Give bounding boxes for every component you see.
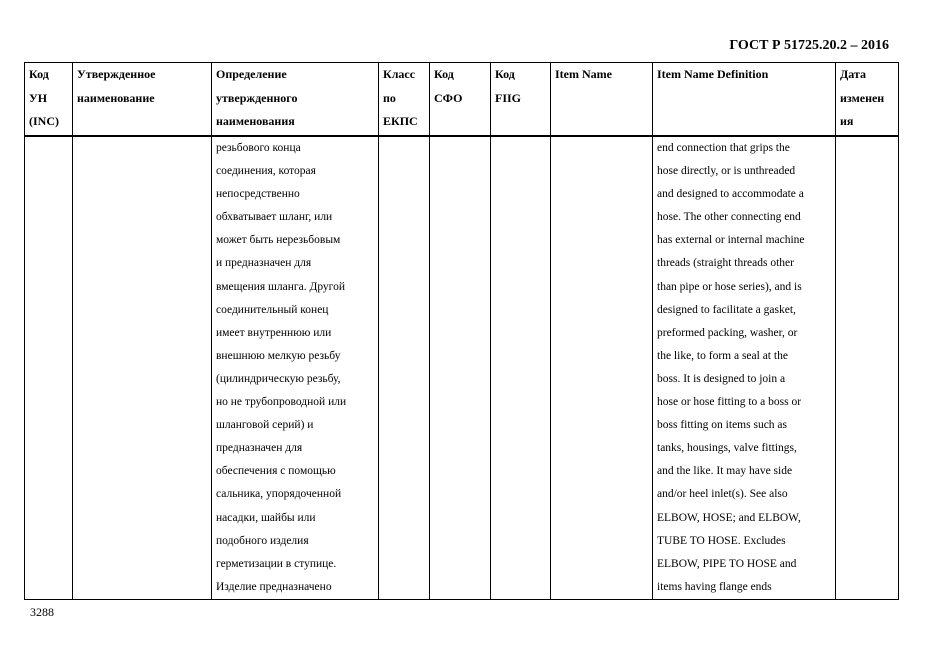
header-row (25, 63, 899, 137)
header-approved-name: Утвержденное наименование (73, 63, 212, 137)
header-sfo-code: Код СФО (430, 63, 491, 137)
cell-change-date (836, 136, 899, 599)
cell-definition-en: end connection that grips the hose directly, or is unthreaded and designed to accommodate a hose. The other connecting end has external or internal machine threads (straight threads other than pipe or hose series), and is designed to facilitate a gasket, preformed packing, washer, or the like, to form a seal at the boss. It is designed to join a hose or hose fitting to a boss or boss fitting on items such as tanks, housings, valve fittings, and the like. It may have side and/or heel inlet(s). See also ELBOW, HOSE; and ELBOW, TUBE TO HOSE. Excludes ELBOW, PIPE TO HOSE and items having flange ends (653, 136, 836, 599)
nomenclature-table (24, 62, 899, 600)
cell-fiig-code (491, 136, 551, 599)
header-inc-code: Код УН (INC) (25, 63, 73, 137)
header-item-name-definition: Item Name Definition (653, 63, 836, 137)
cell-inc-code (25, 136, 73, 599)
table-row (25, 136, 899, 599)
document-title: ГОСТ Р 51725.20.2 – 2016 (729, 38, 889, 53)
cell-item-name (551, 136, 653, 599)
header-item-name: Item Name (551, 63, 653, 137)
cell-approved-name (73, 136, 212, 599)
header-fiig-code: Код FIIG (491, 63, 551, 137)
header-change-date: Дата изменен ия (836, 63, 899, 137)
cell-sfo-code (430, 136, 491, 599)
page-number: 3288 (30, 605, 54, 619)
cell-definition-ru: резьбового конца соединения, которая непосредственно обхватывает шланг, или может быть нерезьбовым и предназначен для вмещения шланга. Другой соединительный конец имеет внутреннюю или внешнюю мелкую резьбу (цилиндрическую резьбу, но не трубопроводной или шланговой серий) и предназначен для обеспечения с помощью сальника, упорядоченной насадки, шайбы или подобного изделия герметизации в ступице. Изделие предназначено (212, 136, 379, 599)
cell-ekps-class (379, 136, 430, 599)
header-name-definition-ru: Определение утвержденного наименования (212, 63, 379, 137)
header-ekps-class: Класс по ЕКПС (379, 63, 430, 137)
